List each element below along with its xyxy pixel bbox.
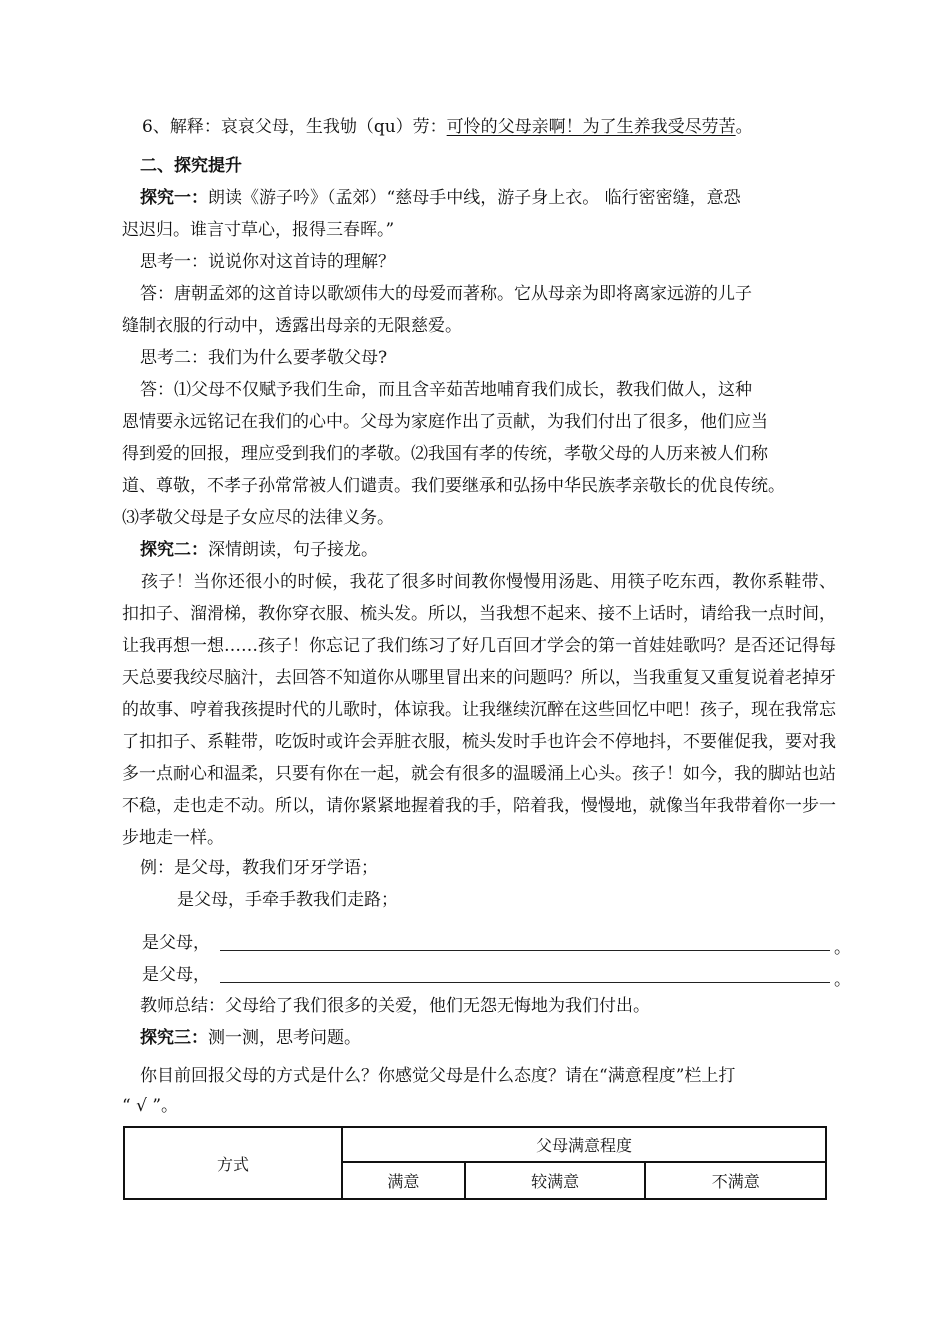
think-2-answer-line-5: ⑶孝敬父母是子女应尽的法律义务。 <box>122 508 394 528</box>
option-unsatisfied[interactable]: 不满意 <box>645 1162 826 1199</box>
example-2: 是父母，手牵手教我们走路； <box>177 890 398 910</box>
think-1-question: 思考一：说说你对这首诗的理解？ <box>140 252 395 272</box>
item-6-suffix: 。 <box>735 117 753 137</box>
fill-1-label: 是父母， <box>142 933 210 953</box>
think-2-answer-line-2: 恩情要永远铭记在我们的心中。父母为家庭作出了贡献，为我们付出了很多，他们应当 <box>122 412 768 432</box>
explore-1-line-2: 迟迟归。谁言寸草心，报得三春晖。” <box>122 220 395 240</box>
option-fairly-satisfied[interactable]: 较满意 <box>465 1162 646 1199</box>
explore-2-passage: 孩子！当你还很小的时候，我花了很多时间教你慢慢用汤匙、用筷子吃东西，教你系鞋带、扣扣子、溜滑梯，教你穿衣服、梳头发。所以，当我想不起来、接不上话时，请给我一点时间，让我再想一想……孩子！你忘记了我们练习了好几百回才学会的第一首娃娃歌吗？是否还记得每天总要我绞尽脑汁，去回答不知道你从哪里冒出来的问题吗？所以，当我重复又重复说着老掉牙的故事、哼着我孩提时代的儿歌时，体谅我。让我继续沉醉在这些回忆中吧！孩子，现在我常忘了扣扣子、系鞋带，吃饭时或许会弄脏衣服，梳头发时手也许会不停地抖，不要催促我，要对我多一点耐心和温柔，只要有你在一起，就会有很多的温暖涌上心头。孩子！如今，我的脚站也站不稳，走也走不动。所以，请你紧紧地握着我的手，陪着我，慢慢地，就像当年我带着你一步一步地走一样。 <box>122 572 836 848</box>
explore-3-heading <box>140 1028 840 1048</box>
think-2-answer-line-3: 得到爱的回报，理应受到我们的孝敬。⑵我国有孝的传统，孝敬父母的人历来被人们称 <box>122 444 768 464</box>
fill-2-input-line[interactable] <box>220 960 830 983</box>
explore-2-label: 探究二： <box>140 540 208 560</box>
explore-2-text: 深情朗读，句子接龙。 <box>208 540 378 560</box>
explore-1-text: 朗读《游子吟》（孟郊）“慈母手中线，游子身上衣。 临行密密缝，意恐 <box>208 188 741 208</box>
teacher-summary: 教师总结：父母给了我们很多的关爱，他们无怨无悔地为我们付出。 <box>140 996 650 1016</box>
think-2-answer-line-4: 道、尊敬，不孝子孙常常被人们谴责。我们要继承和弘扬中华民族孝亲敬长的优良传统。 <box>122 476 785 496</box>
fill-1-end: 。 <box>834 938 851 958</box>
fill-1-input-line[interactable] <box>220 928 830 951</box>
fill-2-end: 。 <box>834 970 851 990</box>
think-2-answer-line-1: 答：⑴父母不仅赋予我们生命，而且含辛茹苦地哺育我们成长，教我们做人，这种 <box>140 380 752 400</box>
think-2-question: 思考二：我们为什么要孝敬父母? <box>140 348 388 368</box>
explore-3-question-line-1: 你目前回报父母的方式是什么？你感觉父母是什么态度？请在“满意程度”栏上打 <box>140 1066 736 1086</box>
explore-3-text: 测一测，思考问题。 <box>208 1028 361 1048</box>
example-1: 例：是父母，教我们牙牙学语； <box>140 858 378 878</box>
explore-3-label: 探究三： <box>140 1028 208 1048</box>
satisfaction-table <box>123 1126 827 1200</box>
method-header: 方式 <box>124 1127 342 1199</box>
explore-2-heading <box>140 540 840 560</box>
think-1-answer-line-2: 缝制衣服的行动中，透露出母亲的无限慈爱。 <box>122 316 462 336</box>
section-title: 二、探究提升 <box>140 156 242 176</box>
explore-1-line-1 <box>140 188 840 208</box>
think-1-answer-line-1: 答：唐朝孟郊的这首诗以歌颂伟大的母爱而著称。它从母亲为即将离家远游的儿子 <box>140 284 752 304</box>
explore-3-question-line-2: “ √ ”。 <box>122 1096 179 1116</box>
explore-1-label: 探究一： <box>140 188 208 208</box>
option-satisfied[interactable]: 满意 <box>342 1162 465 1199</box>
fill-2-label: 是父母， <box>142 965 210 985</box>
item-6-answer: 可怜的父母亲啊！为了生养我受尽劳苦 <box>446 117 736 137</box>
item-6 <box>142 117 842 137</box>
item-6-prefix: 6、解释：哀哀父母，生我劬（qu）劳： <box>142 117 447 137</box>
satisfaction-header: 父母满意程度 <box>342 1127 826 1162</box>
